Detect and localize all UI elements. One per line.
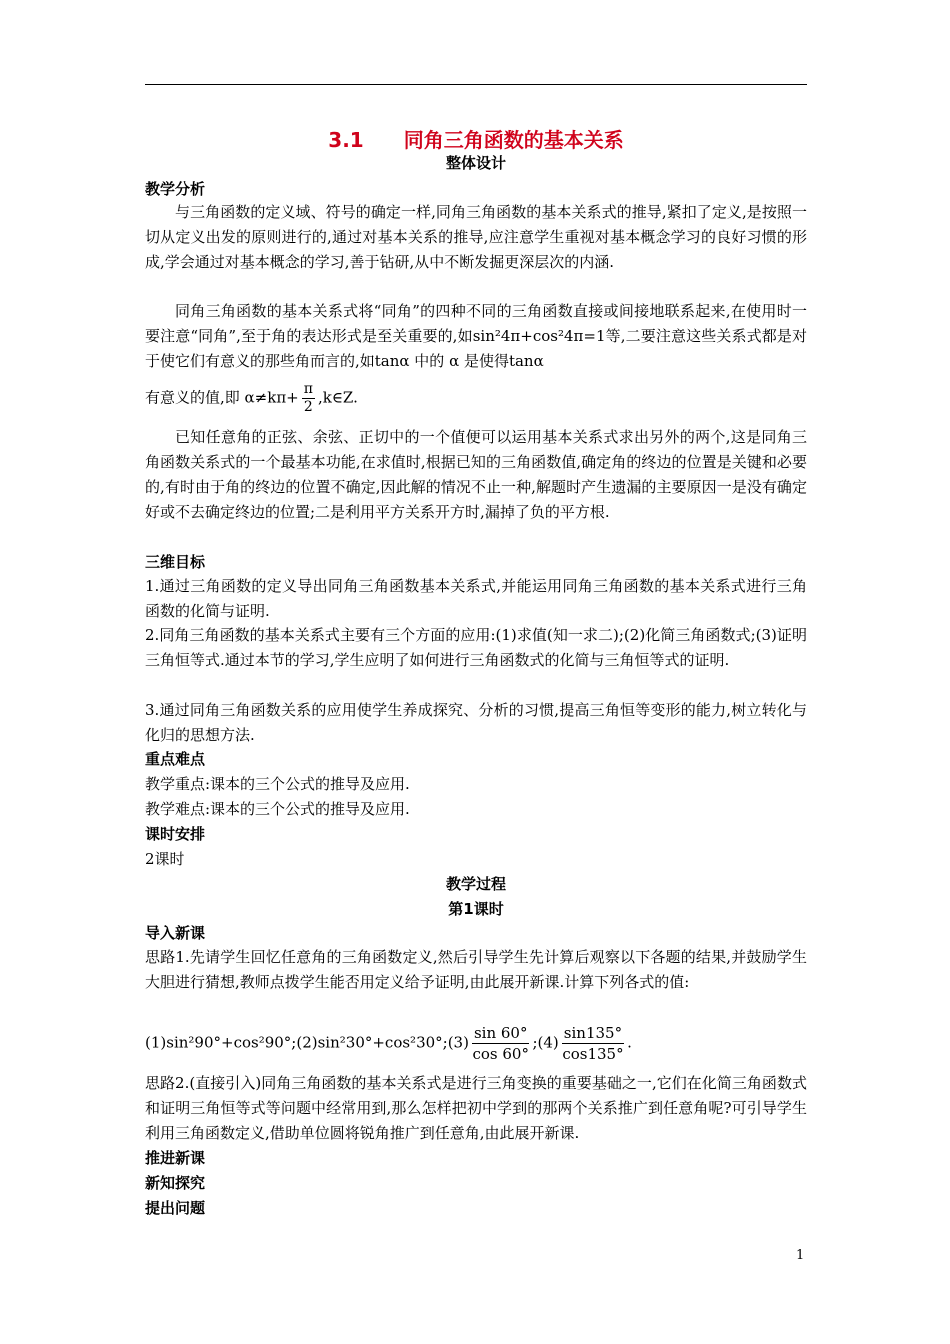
heading-analysis: 教学分析	[145, 180, 206, 198]
exercise-part-1: (1)sin²90°+cos²90°;(2)sin²30°+cos²30°;(3)	[145, 1033, 469, 1052]
fraction-sin135-cos135	[562, 1023, 624, 1064]
schedule: 2课时	[145, 850, 185, 868]
subtitle: 整体设计	[445, 154, 506, 172]
key-point: 教学重点:课本的三个公式的推导及应用.	[145, 775, 410, 793]
paragraph-analysis-2-tail	[145, 381, 358, 416]
idea-2: 思路2.(直接引入)同角三角函数的基本关系式是进行三角变换的重要基础之一,它们在化简三角函数式和证明三角恒等式等问题中经常用到,那么怎样把初中学到的那两个关系推广到任意角呢?可引导学生利用三角函数定义,借助单位圆将锐角推广到任意角,由此展开新课.	[145, 1074, 807, 1142]
heading-advance: 推进新课	[145, 1149, 206, 1167]
heading-lesson-1: 第1课时	[448, 900, 504, 918]
fraction-pi-over-2	[302, 381, 315, 416]
tail-text-end: ,k∈Z.	[317, 388, 358, 407]
fraction-denominator: cos 60°	[472, 1045, 529, 1063]
fraction-denominator: cos135°	[562, 1045, 624, 1063]
heading-question: 提出问题	[145, 1199, 206, 1217]
heading-schedule: 课时安排	[145, 825, 206, 843]
heading-intro: 导入新课	[145, 924, 206, 942]
goal-2: 2.同角三角函数的基本关系式主要有三个方面的应用:(1)求值(知一求二);(2)化简三角函数式;(3)证明三角恒等式.通过本节的学习,学生应明了如何进行三角函数式的化简与三角恒等式的证明.	[145, 626, 807, 669]
fraction-numerator: sin135°	[563, 1024, 623, 1042]
paragraph-analysis-1: 与三角函数的定义域、符号的确定一样,同角三角函数的基本关系式的推导,紧扣了定义,是按照一切从定义出发的原则进行的,通过对基本关系的推导,应注意学生重视对基本概念学习的良好习惯的形成,学会通过对基本概念的学习,善于钻研,从中不断发掘更深层次的内涵.	[145, 203, 807, 271]
exercise-line	[145, 1023, 632, 1064]
heading-key-points: 重点难点	[145, 750, 206, 768]
paragraph-analysis-3: 已知任意角的正弦、余弦、正切中的一个值便可以运用基本关系式求出另外的两个,这是同角三角函数关系式的一个最基本功能,在求值时,根据已知的三角函数值,确定角的终边的位置是关键和必要的,有时由于角的终边的位置不确定,因此解的情况不止一种,解题时产生遗漏的主要原因一是没有确定好或不去确定终边的位置;二是利用平方关系开方时,漏掉了负的平方根.	[145, 428, 807, 521]
exercise-part-3: .	[627, 1033, 632, 1052]
idea-1: 思路1.先请学生回忆任意角的三角函数定义,然后引导学生先计算后观察以下各题的结果,并鼓励学生大胆进行猜想,教师点拨学生能否用定义给予证明,由此展开新课.计算下列各式的值:	[145, 948, 807, 991]
goal-1: 1.通过三角函数的定义导出同角三角函数基本关系式,并能运用同角三角函数的基本关系式进行三角函数的化简与证明.	[145, 577, 807, 620]
difficult-point: 教学难点:课本的三个公式的推导及应用.	[145, 800, 410, 818]
paragraph-analysis-2: 同角三角函数的基本关系式将“同角”的四种不同的三角函数直接或间接地联系起来,在使用时一要注意“同角”,至于角的表达形式是至关重要的,如sin²4π+cos²4π=1等,二要注意这些关系式都是对于使它们有意义的那些角而言的,如tanα 中的 α 是使得tanα	[145, 302, 807, 370]
heading-explore: 新知探究	[145, 1174, 206, 1192]
fraction-denominator: 2	[303, 399, 313, 415]
page-title	[145, 124, 807, 153]
fraction-numerator: π	[303, 381, 313, 397]
header-rule	[145, 84, 807, 85]
tail-text: 有意义的值,即 α≠kπ+	[145, 388, 299, 407]
exercise-part-2: ;(4)	[532, 1033, 559, 1052]
section-title: 同角三角函数的基本关系	[403, 128, 624, 152]
fraction-numerator: sin 60°	[473, 1024, 528, 1042]
page-number: 1	[796, 1248, 805, 1263]
heading-goals: 三维目标	[145, 553, 206, 571]
section-number: 3.1	[328, 128, 364, 152]
fraction-sin60-cos60	[472, 1023, 530, 1064]
goal-3: 3.通过同角三角函数关系的应用使学生养成探究、分析的习惯,提高三角恒等变形的能力,树立转化与化归的思想方法.	[145, 701, 807, 744]
heading-process: 教学过程	[445, 875, 506, 893]
